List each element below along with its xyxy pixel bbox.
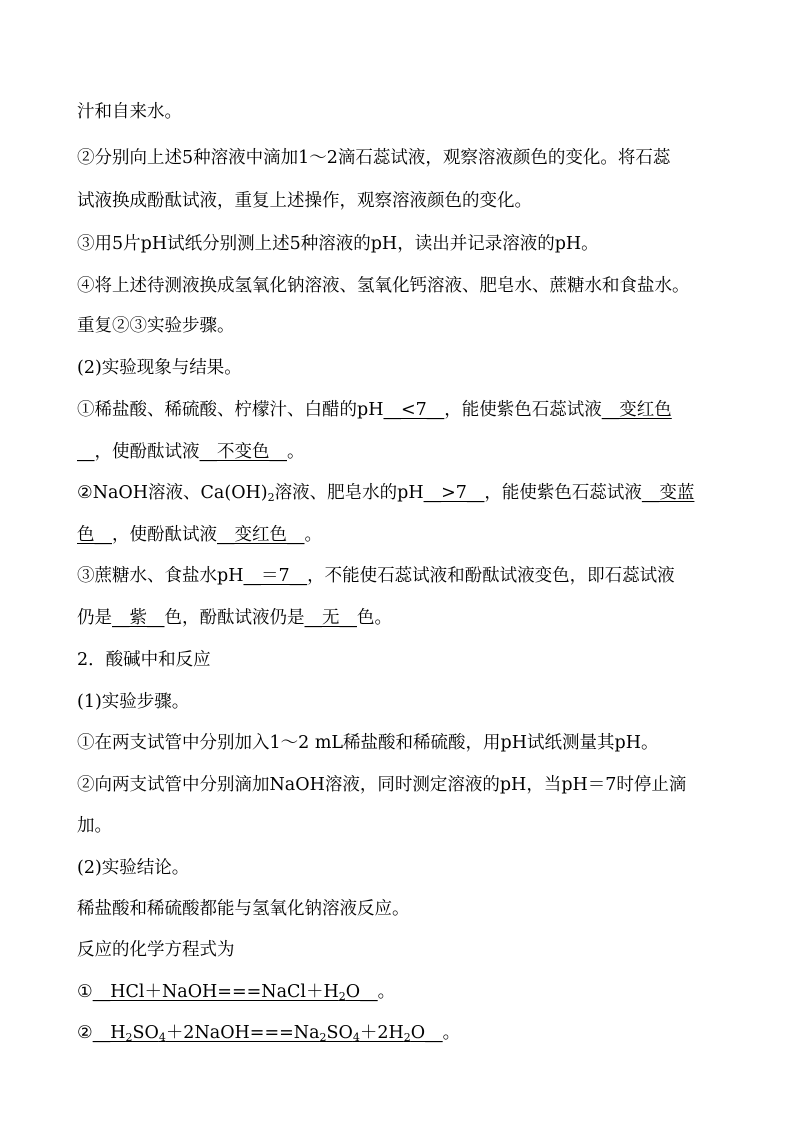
text-line-6 — [77, 314, 727, 338]
answer-blank: __＝7__ — [243, 566, 308, 586]
answer-blank: __变蓝 — [641, 483, 695, 503]
text: (1)实验步骤。 — [77, 692, 190, 712]
text: ① — [77, 982, 93, 1002]
text: 汁和自来水。 — [77, 102, 182, 122]
subscript: 2 — [403, 1031, 411, 1044]
subscript: 2 — [338, 990, 346, 1003]
text: 试液换成酚酞试液，重复上述操作，观察溶液颜色的变化。 — [77, 191, 532, 211]
answer-blank: 色__ — [77, 525, 112, 545]
text-line-16 — [77, 731, 727, 755]
text: ②分别向上述5种溶液中滴加1～2滴石蕊试液，观察溶液颜色的变化。将石蕊 — [77, 148, 671, 168]
subscript: 4 — [352, 1031, 360, 1044]
text: ①在两支试管中分别加入1～2 mL稀盐酸和稀硫酸，用pH试纸测量其pH。 — [77, 733, 659, 753]
text: 溶液、肥皂水的pH — [274, 483, 424, 503]
text: ＋2NaOH===Na — [165, 1023, 320, 1043]
result-line-bases — [77, 481, 727, 510]
text: ，使酚酞试液 — [112, 525, 217, 545]
text: ，使酚酞试液 — [94, 442, 200, 462]
text: 2．酸碱中和反应 — [77, 650, 211, 670]
equation-1 — [77, 980, 727, 1009]
text: ①稀盐酸、稀硫酸、柠檬汁、白醋的pH — [77, 400, 384, 420]
section-heading — [77, 356, 727, 380]
result-line-bases-cont — [77, 523, 727, 547]
text: 稀盐酸和稀硫酸都能与氢氧化钠溶液反应。 — [77, 899, 410, 919]
answer-blank-equation — [93, 1023, 443, 1043]
text: 。 — [442, 1023, 461, 1043]
text: ＋2H — [359, 1023, 404, 1043]
text: ，不能使石蕊试液和酚酞试液变色，即石蕊试液 — [307, 566, 675, 586]
text: ，能使紫色石蕊试液 — [444, 400, 602, 420]
text-line-17 — [77, 773, 727, 797]
answer-blank: __<7__ — [383, 400, 445, 420]
text-line-20 — [77, 897, 727, 921]
text: 。 — [287, 442, 305, 462]
answer-blank: __ — [77, 442, 95, 462]
text-line-3 — [77, 189, 727, 213]
answer-blank: __变红色 — [601, 400, 672, 420]
equation-2 — [77, 1021, 727, 1050]
text: ③蔗糖水、食盐水pH — [77, 566, 244, 586]
text: ④将上述待测液换成氢氧化钠溶液、氢氧化钙溶液、肥皂水、蔗糖水和食盐水。 — [77, 276, 690, 296]
text: ② — [77, 1023, 93, 1043]
text: ②NaOH溶液、Ca(OH) — [77, 483, 268, 503]
text-line-2 — [77, 146, 727, 170]
subscript: 2 — [319, 1031, 327, 1044]
subscript: 2 — [267, 491, 275, 504]
text: 反应的化学方程式为 — [77, 940, 235, 960]
text: ②向两支试管中分别滴加NaOH溶液，同时测定溶液的pH，当pH＝7时停止滴 — [77, 775, 687, 795]
text-line-21 — [77, 938, 727, 962]
subsection-heading-2 — [77, 856, 727, 880]
text: 色，酚酞试液仍是 — [164, 608, 305, 628]
text-line-1 — [77, 100, 727, 124]
subsection-heading — [77, 690, 727, 714]
result-line-acids — [77, 398, 727, 422]
text: ③用5片pH试纸分别测上述5种溶液的pH，读出并记录溶液的pH。 — [77, 234, 599, 254]
text: (2)实验现象与结果。 — [77, 358, 242, 378]
text-line-18 — [77, 814, 727, 838]
result-line-neutral — [77, 564, 727, 588]
subscript: 2 — [125, 1031, 133, 1044]
answer-blank: __不变色__ — [199, 442, 287, 462]
text: __H — [92, 1023, 126, 1043]
answer-blank: __紫__ — [112, 608, 165, 628]
text: 。 — [377, 982, 396, 1002]
text: 加。 — [77, 816, 112, 836]
text: O__ — [410, 1023, 443, 1043]
text: SO — [326, 1023, 353, 1043]
text: 重复②③实验步骤。 — [77, 316, 235, 336]
subscript: 4 — [158, 1031, 166, 1044]
text: __HCl＋NaOH===NaCl＋H — [92, 982, 339, 1002]
text: O__ — [345, 982, 378, 1002]
section-heading-2 — [77, 648, 727, 672]
result-line-neutral-cont — [77, 606, 727, 630]
answer-blank: __>7__ — [423, 483, 485, 503]
text: 色。 — [357, 608, 392, 628]
text: ，能使紫色石蕊试液 — [484, 483, 642, 503]
text: SO — [132, 1023, 159, 1043]
text: 。 — [304, 525, 322, 545]
text-line-5 — [77, 274, 727, 298]
text-line-4 — [77, 232, 727, 256]
answer-blank: __无__ — [304, 608, 357, 628]
answer-blank: __变红色__ — [217, 525, 305, 545]
text: 仍是 — [77, 608, 112, 628]
result-line-acids-cont — [77, 440, 727, 464]
text: (2)实验结论。 — [77, 858, 190, 878]
answer-blank-equation — [93, 982, 378, 1002]
